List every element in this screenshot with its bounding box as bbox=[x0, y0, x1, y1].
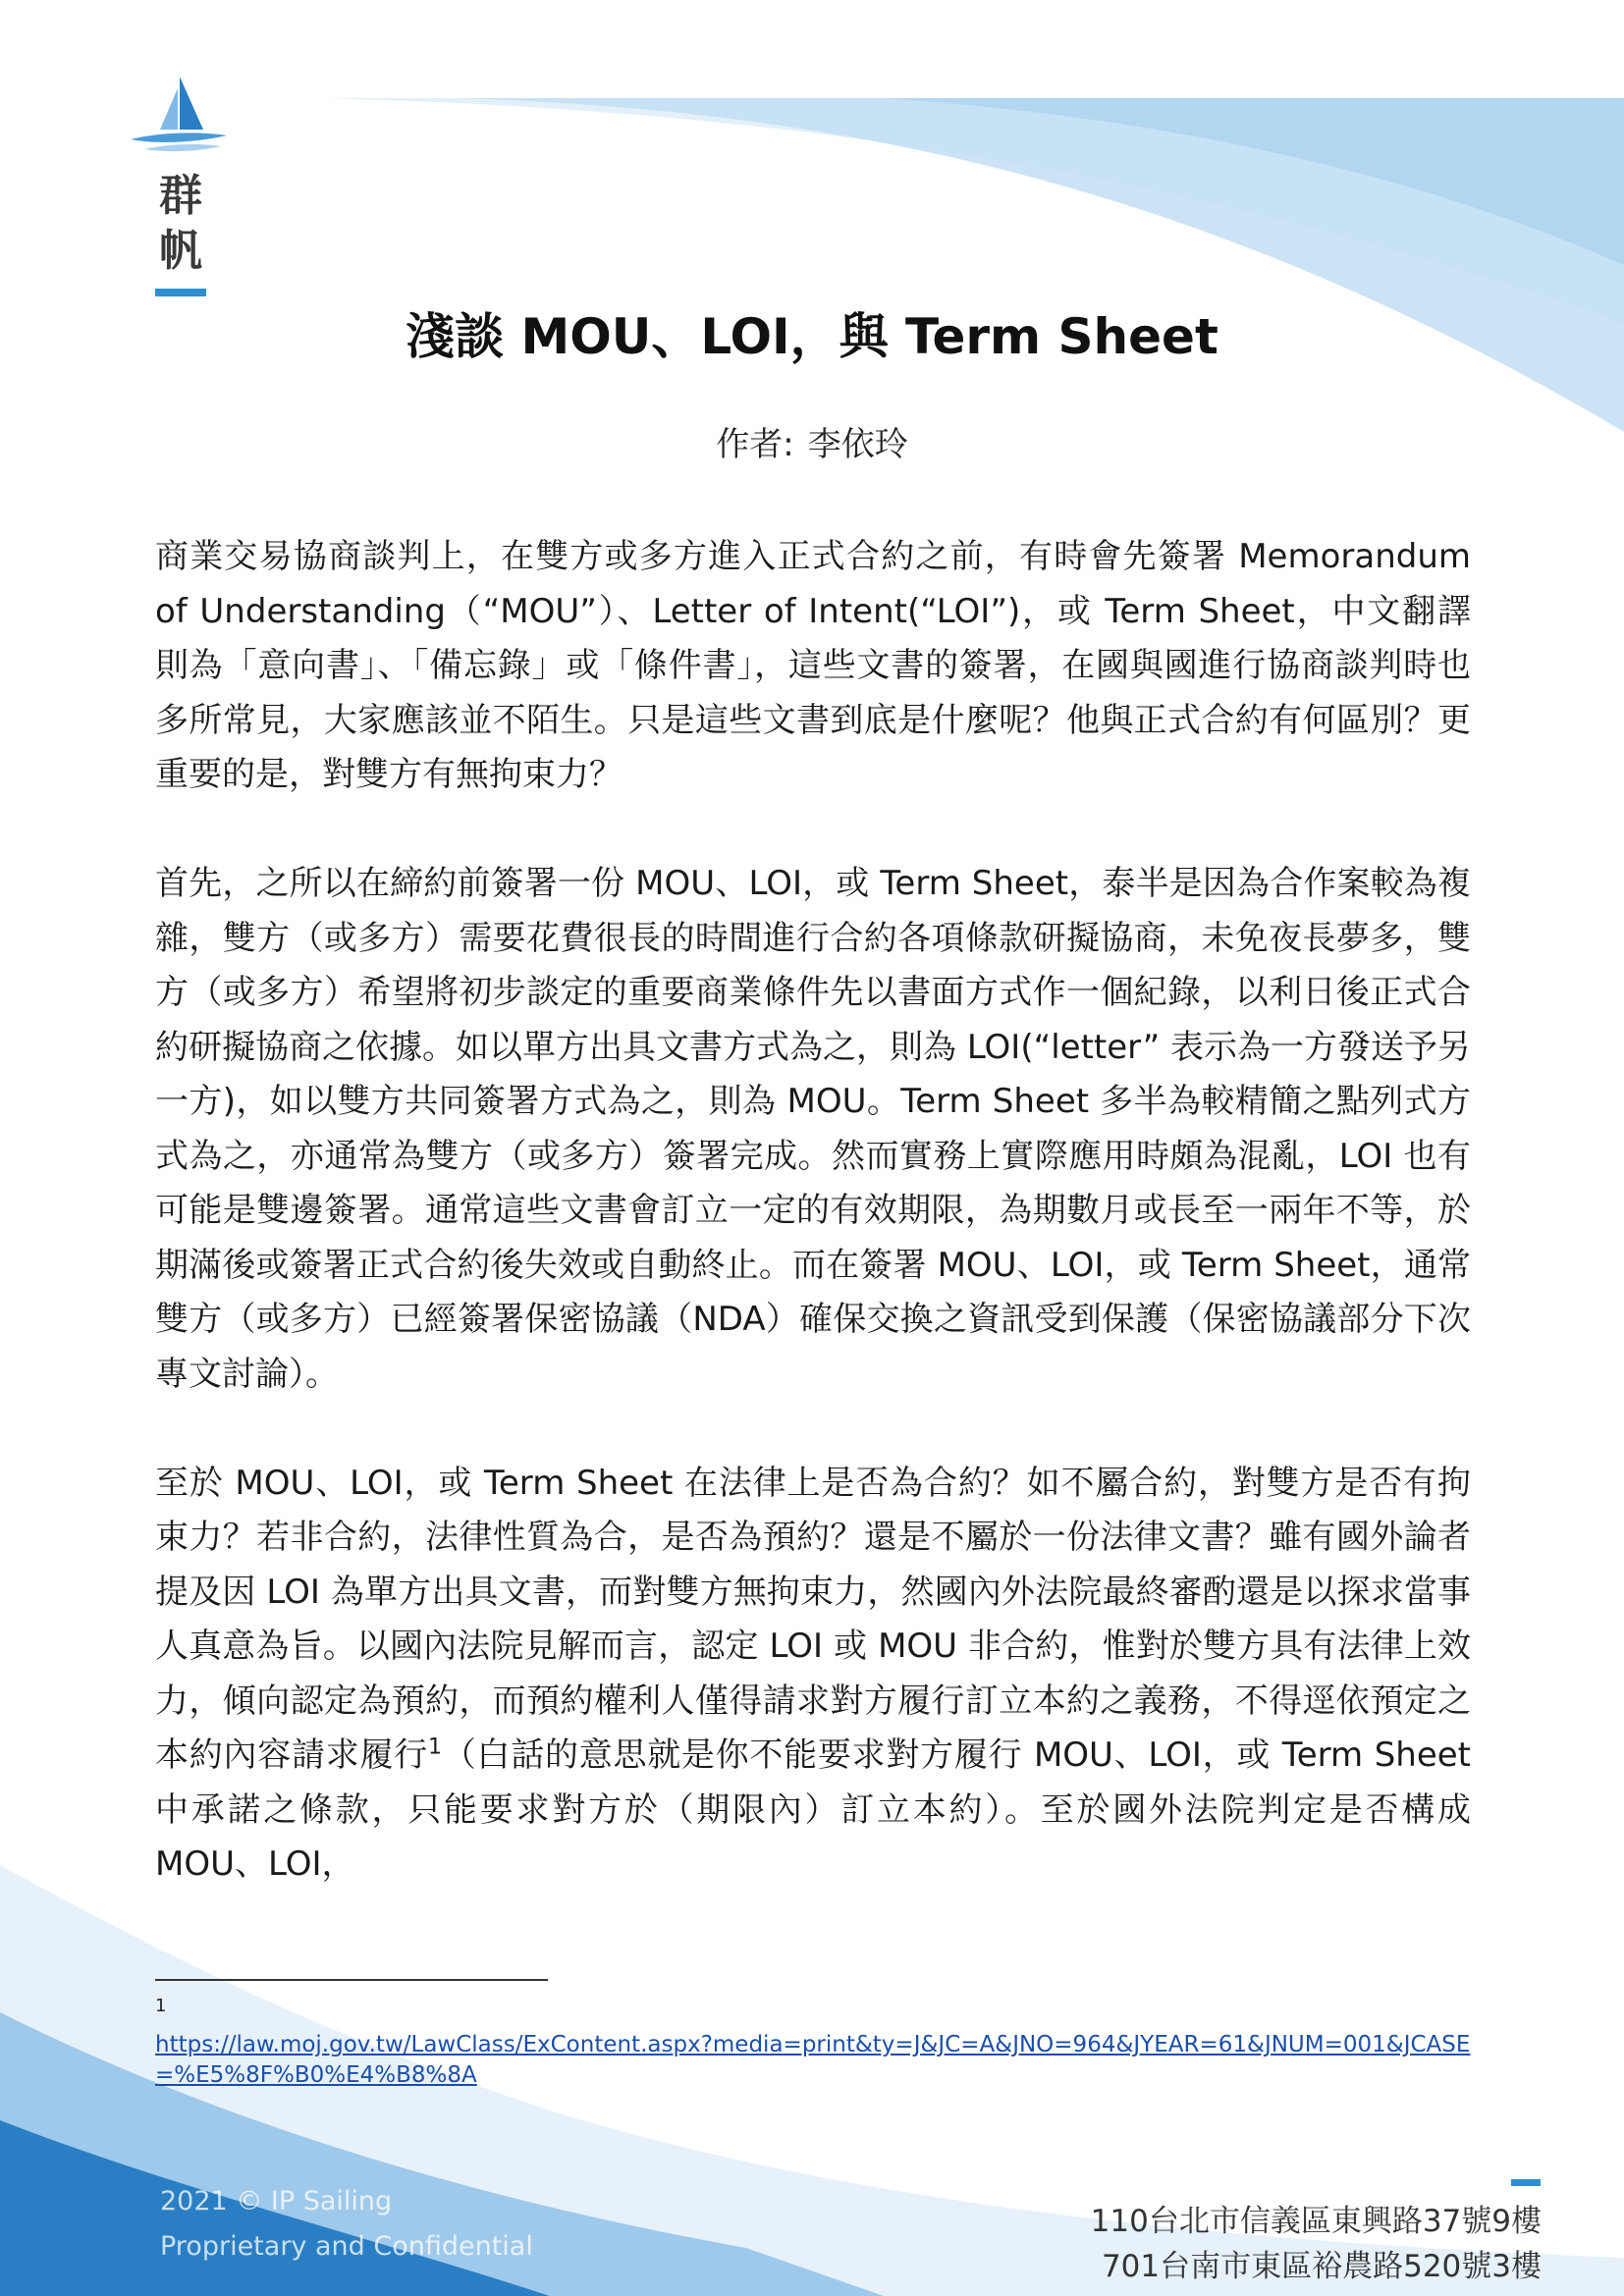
paragraph-3 bbox=[155, 1457, 1471, 1893]
footer-copyright: 2021 © IP Sailing bbox=[160, 2186, 393, 2216]
footnote-divider bbox=[155, 1979, 548, 1981]
logo-sail-main bbox=[180, 77, 203, 130]
footer-addresses bbox=[1031, 2199, 1542, 2289]
author-name: 李依玲 bbox=[807, 425, 908, 464]
footnote-number: 1 bbox=[155, 1996, 167, 2016]
logo-hull bbox=[131, 133, 227, 142]
brand-name bbox=[155, 169, 206, 279]
address-taipei: 110台北市信義區東興路37號9樓 bbox=[1090, 2204, 1542, 2239]
brand-name-line2: 帆 bbox=[159, 226, 202, 276]
footnote-reference[interactable]: 1 bbox=[427, 1735, 442, 1760]
address-tainan: 701台南市東區裕農路520號3樓 bbox=[1101, 2249, 1542, 2284]
article-title: 淺談 MOU、LOI，與 Term Sheet bbox=[406, 308, 1218, 365]
paragraph-3-tail: （白話的意思就是你不能要求對方履行 MOU、LOI，或 Term Sheet 中承諾之條款，只能要求對方於（期限內）訂立本約）。至於國外法院判定是否構成 MOU、LOI， bbox=[155, 1735, 1471, 1884]
logo-wave bbox=[144, 144, 221, 151]
paragraph-3-text: 至於 MOU、LOI，或 Term Sheet 在法律上是否為合約？如不屬合約，對雙方是否有拘束力？若非合約，法律性質為合，是否為預約？還是不屬於一份法律文書？雖有國外論者提及因 LOI 為單方出具文書，而對雙方無拘束力，然國內外法院最終審酌還是以探求當事人真意為旨。以國內法院見解而言，認定 LOI 或 MOU 非合約，惟對於雙方具有法律上效力，傾向認定為預約，而預約權利人僅得請求對方履行訂立本約之義務，不得逕依預定之本約內容請求履行 bbox=[155, 1463, 1471, 1775]
sailboat-logo-icon bbox=[123, 71, 231, 159]
footnote-link[interactable]: https://law.moj.gov.tw/LawClass/ExContent.aspx?media=print&ty=J&JC=A&JNO=964&JYEAR=61&JNUM=001&JCASE=%E5%8F%B0%E4%B8%8A bbox=[155, 2032, 1471, 2088]
footer-copyright-block bbox=[160, 2179, 533, 2269]
article-body bbox=[155, 530, 1471, 1893]
author-label: 作者: bbox=[716, 425, 794, 464]
author-line bbox=[0, 420, 1624, 469]
brand-accent-bar bbox=[155, 289, 206, 296]
paragraph-1: 商業交易協商談判上，在雙方或多方進入正式合約之前，有時會先簽署 Memorandum of Understanding（“MOU”）、Letter of Intent(“LOI”)，或 Term Sheet，中文翻譯則為「意向書」、「備忘錄」或「條件書」，這些文書的簽署，在國與國進行協商談判時也多所常見，大家應該並不陌生。只是這些文書到底是什麼呢？他與正式合約有何區別？更重要的是，對雙方有無拘束力？ bbox=[155, 537, 1471, 794]
footer-confidential: Proprietary and Confidential bbox=[160, 2231, 533, 2262]
paragraph-2: 首先，之所以在締約前簽署一份 MOU、LOI，或 Term Sheet，泰半是因為合作案較為複雜，雙方（或多方）需要花費很長的時間進行合約各項條款研擬協商，未免夜長夢多，雙方（或多方）希望將初步談定的重要商業條件先以書面方式作一個紀錄，以利日後正式合約研擬協商之依據。如以單方出具文書方式為之，則為 LOI(“letter” 表示為一方發送予另一方)，如以雙方共同簽署方式為之，則為 MOU。Term Sheet 多半為較精簡之點列式方式為之，亦通常為雙方（或多方）簽署完成。然而實務上實際應用時頗為混亂，LOI 也有可能是雙邊簽署。通常這些文書會訂立一定的有效期限，為期數月或長至一兩年不等，於期滿後或簽署正式合約後失效或自動終止。而在簽署 MOU、LOI，或 Term Sheet，通常雙方（或多方）已經簽署保密協議（NDA）確保交換之資訊受到保護（保密協議部分下次專文討論）。 bbox=[155, 864, 1471, 1394]
footer-accent-bar bbox=[1511, 2179, 1541, 2186]
brand-name-line1: 群 bbox=[159, 171, 202, 221]
logo-sail-front bbox=[160, 88, 178, 130]
